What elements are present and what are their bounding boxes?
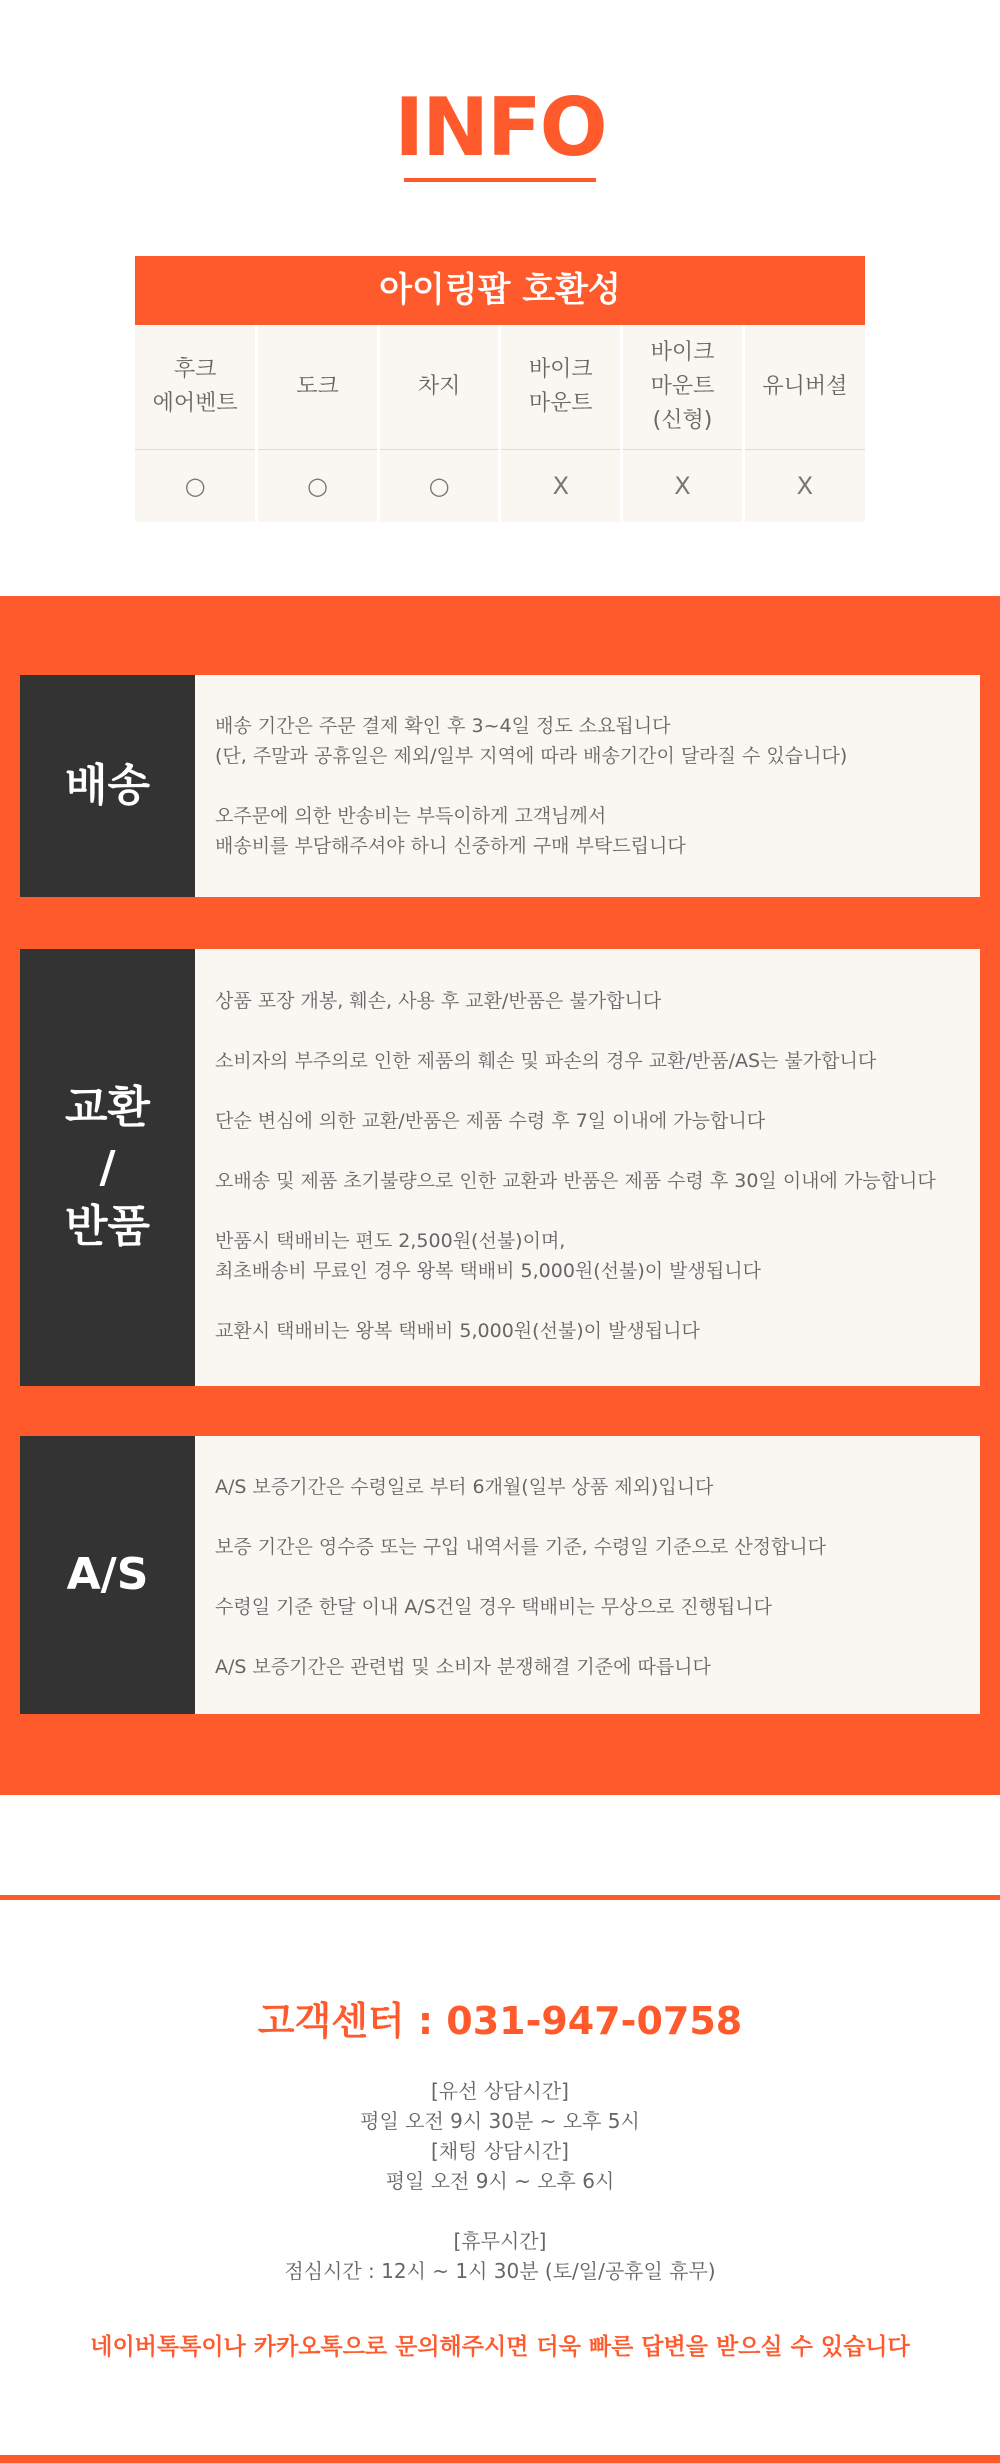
shipping-line: 오주문에 의한 반송비는 부득이하게 고객님께서 [215, 805, 607, 827]
compat-value: X [622, 450, 744, 523]
exchange-card [20, 949, 980, 1386]
exchange-line: 소비자의 부주의로 인한 제품의 훼손 및 파손의 경우 교환/반품/AS는 불가합니다 [215, 1050, 877, 1072]
exchange-line: 반품시 택배비는 편도 2,500원(선불)이며, [215, 1230, 566, 1252]
break-hours: 점심시간 : 12시 ~ 1시 30분 (토/일/공휴일 휴무) [284, 2259, 716, 2283]
compatibility-table [135, 256, 865, 522]
compat-col-header: 후크 에어벤트 [135, 325, 257, 450]
compat-value: ○ [378, 450, 500, 523]
page-title: INFO [394, 81, 606, 174]
shipping-card [20, 675, 980, 897]
as-label: A/S [20, 1436, 195, 1714]
section-divider-bottom [0, 2455, 1000, 2463]
wired-hours-label: [유선 상담시간] [431, 2079, 569, 2103]
compat-col-header: 유니버셜 [743, 325, 865, 450]
title-underline [404, 178, 596, 182]
break-hours-label: [휴무시간] [453, 2229, 547, 2253]
title-block [0, 81, 1000, 182]
exchange-line: 오배송 및 제품 초기불량으로 인한 교환과 반품은 제품 수령 후 30일 이내에 가능합니다 [215, 1170, 936, 1192]
compat-col-header: 바이크 마운트 (신형) [622, 325, 744, 450]
as-line: A/S 보증기간은 관련법 및 소비자 분쟁해결 기준에 따릅니다 [215, 1656, 711, 1678]
as-line: 보증 기간은 영수증 또는 구입 내역서를 기준, 수령일 기준으로 산정합니다 [215, 1536, 827, 1558]
customer-center-hours [0, 2076, 1000, 2286]
exchange-line: 교환시 택배비는 왕복 택배비 5,000원(선불)이 발생됩니다 [215, 1320, 700, 1342]
compatibility-grid [135, 325, 865, 522]
shipping-line: (단, 주말과 공휴일은 제외/일부 지역에 따라 배송기간이 달라질 수 있습니다) [215, 745, 848, 767]
compat-col-header: 차지 [378, 325, 500, 450]
exchange-line: 단순 변심에 의한 교환/반품은 제품 수령 후 7일 이내에 가능합니다 [215, 1110, 766, 1132]
chat-hours-label: [채팅 상담시간] [431, 2139, 569, 2163]
exchange-line: 상품 포장 개봉, 훼손, 사용 후 교환/반품은 불가합니다 [215, 990, 662, 1012]
compat-col-header: 바이크 마운트 [500, 325, 622, 450]
chat-hours: 평일 오전 9시 ~ 오후 6시 [385, 2169, 615, 2193]
compat-col-header: 도크 [257, 325, 379, 450]
shipping-label: 배송 [20, 675, 195, 897]
compatibility-title: 아이링팝 호환성 [135, 256, 865, 325]
compat-value: X [500, 450, 622, 523]
exchange-body [195, 949, 980, 1386]
compat-value: X [743, 450, 865, 523]
hours-spacer [0, 2196, 1000, 2226]
as-body [195, 1436, 980, 1714]
as-line: 수령일 기준 한달 이내 A/S건일 경우 택배비는 무상으로 진행됩니다 [215, 1596, 772, 1618]
customer-center-title: 고객센터 : 031-947-0758 [257, 1999, 743, 2043]
exchange-line: 최초배송비 무료인 경우 왕복 택배비 5,000원(선불)이 발생됩니다 [215, 1260, 761, 1282]
as-card [20, 1436, 980, 1714]
compat-value: ○ [135, 450, 257, 523]
contact-notice: 네이버톡톡이나 카카오톡으로 문의해주시면 더욱 빠른 답변을 받으실 수 있습니다 [90, 2334, 910, 2360]
compat-value: ○ [257, 450, 379, 523]
section-divider-top [0, 1895, 1000, 1900]
as-line: A/S 보증기간은 수령일로 부터 6개월(일부 상품 제외)입니다 [215, 1476, 714, 1498]
shipping-line: 배송 기간은 주문 결제 확인 후 3~4일 정도 소요됩니다 [215, 715, 671, 737]
wired-hours: 평일 오전 9시 30분 ~ 오후 5시 [360, 2109, 640, 2133]
shipping-line: 배송비를 부담해주셔야 하니 신중하게 구매 부탁드립니다 [215, 835, 686, 857]
shipping-body [195, 675, 980, 897]
exchange-label: 교환 / 반품 [20, 949, 195, 1386]
